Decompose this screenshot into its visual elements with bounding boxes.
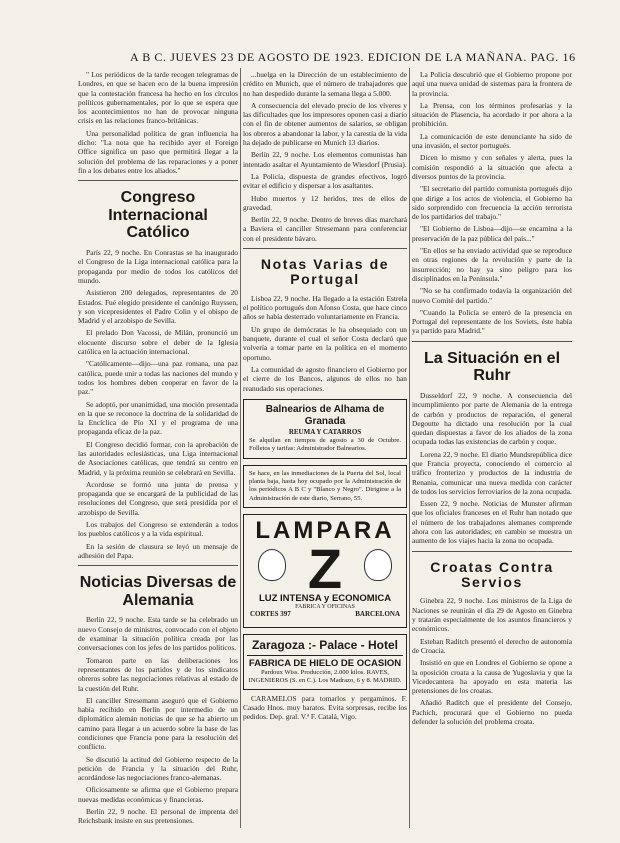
- headline-congreso: Congreso Internacional Católico: [108, 189, 208, 242]
- article-paragraph: Dusseldorf 22, 9 noche. A consecuencia del incumplimiento por parte de Alemania de la entrega de carbón y productos de reparación, el general Degoutte ha dictado una resolución por la cual quedan dispuestas a favor de los aliados de la zona ocupada todas las existencias de carbón y coque.: [412, 390, 572, 447]
- article-paragraph: Los trabajos del Congreso se extenderán a todos los pueblos católicos y a la vida espiritual.: [78, 520, 238, 539]
- article-paragraph: "Católicamente—dijo—una paz romana, una paz católica, puede unir a todas las naciones del mundo y todos los hombres deben cooperar en favor de la paz.": [78, 359, 238, 397]
- advert-caramelos: CARAMELOS para tomarlos y pergaminos. F. Casado Hnos. muy baratos. Evita sorpresas, recibe los pedidos. Dep. gral. V.ª F. Catalá, Vigo.: [243, 693, 407, 722]
- page-header: A B C. JUEVES 23 DE AGOSTO DE 1923. EDICION DE LA MAÑANA. PAG. 16: [130, 50, 576, 64]
- advert-subtitle: REUMA Y CATARROS: [288, 427, 362, 436]
- article-paragraph: El canciller Stresemann aseguró que el Gobierno había recibido en Berlín por intermedio de un diplomático alemán noticias de que se ha abierto un camino para llegar a un acuerdo sobre la base de las condiciones que Francia pone para la resolución del conflicto.: [78, 695, 238, 752]
- article-paragraph: ...huelga en la Dirección de un establecimiento de crédito en Munich, que el número de trabajadores que no han despedido durante la semana llega a 5.000.: [243, 70, 407, 98]
- article-paragraph: Oficiosamente se afirma que el Gobierno prepara nuevas medidas económicas y financieras.: [78, 785, 238, 804]
- article-paragraph: En la sesión de clausura se leyó un mensaje de adhesión del Papa.: [78, 541, 238, 560]
- article-paragraph: "El Gobierno de Lisboa—dijo—se encamina a la preservación de la paz pública del país...": [412, 224, 572, 243]
- article-paragraph: Berlín 22, 9 noche. Los elementos comunistas han intentado asaltar el Ayuntamiento de Wiesdorf (Prusia).: [243, 150, 407, 169]
- advert-body: Se hace, en las inmediaciones de la Puerta del Sol, local planta baja, hasta hoy ocupado por la Administración de los periódicos A B C y "Blanco y Negro". Dirigirse a la Administración de este diario, Serrano, 55.: [249, 469, 401, 502]
- column-rule: [409, 68, 410, 828]
- lampara-city: BARCELONA: [355, 610, 400, 619]
- headline-portugal: Notas Varias de Portugal: [260, 256, 390, 288]
- article-paragraph: Añadió Raditch que el presidente del Consejo, Pachich, procurará que el Gobierno no pueda defender la solución del problema croata.: [412, 698, 572, 726]
- article-paragraph: La Policía, dispuesta de grandes efectivos, logró evitar el edificio y dispersar a los asaltantes.: [243, 171, 407, 191]
- article-paragraph: Ginebra 22, 9 noche. Los ministros de la Liga de Naciones se reunirán el día 29 de Agosto en Ginebra y tratarán especialmente de los asuntos financieros y económicos.: [412, 596, 572, 634]
- article-paragraph: Hubo muertos y 12 heridos, tres de ellos de gravedad.: [243, 193, 407, 212]
- article-paragraph: A consecuencia del elevado precio de los víveres y las dificultades que los impresores oponen casi a diario con el fin de obtener aumentos de salarios, se obligan los obreros a abandonar la labor, y la carestía de la vida ha dejado de publicarse en Munich 13 diarios.: [243, 100, 407, 148]
- article-paragraph: Dicen lo mismo y con señales y alerta, pues la comisión respondió a la situación que afecta a diversos puntos de la provincia.: [412, 153, 572, 181]
- lightbulb-icon: [364, 549, 392, 581]
- article-paragraph: París 22, 9 noche. En Conrastas se ha inaugurado el Congreso de la Liga internacional católica para la propaganda por medio de todos los católicos del mundo.: [78, 248, 238, 285]
- lightbulb-icon: [258, 549, 286, 581]
- article-paragraph: Acordose se formó una junta de prensa y propaganda que se encargará de la publicidad de las resoluciones del Congreso, que será presidida por el arzobispo de Sevilla.: [78, 479, 238, 517]
- column-2: [243, 70, 407, 725]
- article-paragraph: La comunicación de este denunciante ha sido de una invasión, el sector portugués.: [412, 131, 572, 151]
- lampara-fabric: FABRICA Y OFICINAS: [295, 604, 355, 611]
- column-3: [412, 70, 572, 729]
- article-paragraph: Insistió en que en Londres el Gobierno se opone a la oposición croata a la causa de Yugoslavia y que la Vicedecantera ha apoyado en esta materia las pretensiones de los croatas.: [412, 658, 572, 696]
- advert-local: [243, 465, 407, 509]
- divider: [412, 341, 572, 342]
- article-paragraph: Asistieron 200 delegados, representantes de 20 Estados. Fué elegido presidente el canónigo Ruyssen, y son vicepresidentes el Padre Colin y el obispo de Madrid y el arzobispo de Sevilla.: [78, 288, 238, 326]
- article-paragraph: Una personalidad política de gran influencia ha dicho: "La nota que ha recibido ayer el Foreign Office significa un paso que permitirá llegar a la solución del problema de las reparaciones y a poner fin a los debates entre los aliados.": [78, 128, 238, 175]
- divider: [78, 565, 238, 566]
- divider: [78, 180, 238, 181]
- article-paragraph: Berlín 22, 9 noche. Esta tarde se ha celebrado un nuevo Consejo de ministros, convocado con el objeto de examinar la situación política creada por las conversaciones con los jefes de los partidos políticos.: [78, 615, 238, 653]
- article-paragraph: Berlín 22, 9 noche. El personal de imprenta del Reichsbank insiste en sus pretensiones.: [78, 807, 238, 826]
- article-paragraph: Lisboa 22, 9 noche. Ha llegado a la estación Estrela el político portugués don Afonso Costa, que hace cinco años se había desterrado voluntariamente en Francia.: [243, 293, 407, 322]
- article-paragraph: " Los periódicos de la tarde recogen telegramas de Londres, en que se hacen eco de la buena impresión que la contestación francesa ha hecho en los círculos políticos gubernamentales, por lo que se espera que los acontecimientos no han de provocar ninguna crisis en las relaciones franco-británicas.: [78, 70, 238, 126]
- fabrica-title: FABRICA DE HIELO DE OCASION: [247, 655, 403, 669]
- lampara-title: LAMPARA: [255, 517, 395, 545]
- article-paragraph: "El secretario del partido comunista portugués dijo que dirige a los actos de violencia, el Gobierno ha sido sorprendido con frecuencia la acción terrorista de los partidarios del trabajo.": [412, 184, 572, 222]
- article-paragraph: Se discutió la actitud del Gobierno respecto de la petición de Francia y la situación del Ruhr, acordándose las negociaciones franco-alemanas.: [78, 754, 238, 783]
- article-paragraph: La Policía descubrió que el Gobierno propone por aquí una nueva unidad de sistemas para la frontera de la provincia.: [412, 70, 572, 98]
- article-paragraph: "Cuando la Policía se enteró de la presencia en Portugal del representante de los Soviets, éste había ya partido para Madrid.": [412, 307, 572, 336]
- headline-ruhr: La Situación en el Ruhr: [423, 349, 561, 385]
- lampara-slogan: LUZ INTENSA y ECONOMICA: [258, 593, 392, 605]
- article-paragraph: Esteban Raditch presentó el derecho de autonomía de Croacia.: [412, 636, 572, 655]
- article-paragraph: Tomaron parte en las deliberaciones los representantes de los partidos y de los sindicatos obreros sobre las negociaciones relativas al estado de la cuestión del Ruhr.: [78, 655, 238, 693]
- headline-noticias: Noticias Diversas de Alemania: [79, 574, 237, 609]
- article-paragraph: Essen 22, 9 noche. Noticias de Munster afirman que los oficiales franceses en el Ruhr han notado que el número de los trabajadores alemanes comprende ahora con las autoridades; en cambio se muestra un aumento de los viajes hacia la zona no ocupada.: [412, 499, 572, 546]
- article-paragraph: La comunidad de agosto financiero el Gobierno por el cierre de los Bancos, algunos de ellos no han reanudado sus operaciones.: [243, 364, 407, 393]
- advert-body: Se alquilan en tiempos de agosto a 30 de Octubre. Folletos y tarifas: Administrador Balnearios.: [249, 436, 401, 453]
- article-paragraph: "En ellos se ha enviado actividad que se reproduce en otras regiones de la revolución y parte de la insurrección; no hay ya sino peligro para los disciplinados en la Península.": [412, 246, 572, 283]
- advert-zaragoza: [243, 634, 407, 689]
- article-paragraph: El Congreso decidió formar, con la aprobación de las autoridades eclesiásticas, una Liga internacional de Asociaciones católicas, que tendrá su centro en Madrid, y la próxima reunión se celebrará en Sevilla.: [78, 439, 238, 477]
- lampara-logo-letter: Z: [307, 537, 343, 601]
- headline-croatas: Croatas Contra Servios: [430, 558, 554, 591]
- article-paragraph: "No se ha confirmado todavía la organización del nuevo Comité del partido.": [412, 286, 572, 305]
- advert-title: Balnearios de Alhama de Granada: [265, 403, 385, 427]
- article-paragraph: Lorena 22, 9 noche. El diario Mundsrepública dice que Francia proyecta, conociendo el comercio al tráfico fronterizo y productos de la industria de Renania, comunicar una nueva medida con carácter de todos los servicios ferroviarios de la zona ocupada.: [412, 449, 572, 496]
- advert-lampara-z: [243, 514, 407, 628]
- divider: [243, 248, 407, 249]
- zaragoza-title: Zaragoza :- Palace - Hotel: [251, 638, 399, 653]
- column-rule: [240, 68, 241, 828]
- article-paragraph: Berlín 22, 9 noche. Dentro de breves días marchará a Baviera el canciller Stresemann para conferenciar con el presidente bávaro.: [243, 215, 407, 243]
- column-1: [78, 70, 238, 829]
- article-paragraph: La Prensa, con los términos profesarías y la situación de Plasencia, ha acordado ir por ahora a la prohibición.: [412, 100, 572, 129]
- divider: [412, 551, 572, 552]
- article-paragraph: Se adoptó, por unanimidad, una moción presentada en la que se reconoce la doctrina de la solidaridad de la Encíclica de Pío XI y el programa de una propaganda eficaz de la paz.: [78, 399, 238, 437]
- lampara-address: CORTES 397: [250, 610, 291, 619]
- advert-alhama: [243, 399, 407, 459]
- article-paragraph: El prelado Don Vacossi, de Milán, pronunció un elocuente discurso sobre el deber de la Iglesia católica en la actuación internacional.: [78, 328, 238, 357]
- fabrica-body: Pardoux Wiss. Producción, 2.000 kilos. RAVES, INGENIEROS (S. en C.). Los Madrazo, 6 y 8. MADRID.: [248, 669, 402, 685]
- article-paragraph: Un grupo de demócratas le ha obsequiado con un banquete, durante el cual el señor Costa declaró que volvería a tomar parte en la política en el momento oportuno.: [243, 324, 407, 362]
